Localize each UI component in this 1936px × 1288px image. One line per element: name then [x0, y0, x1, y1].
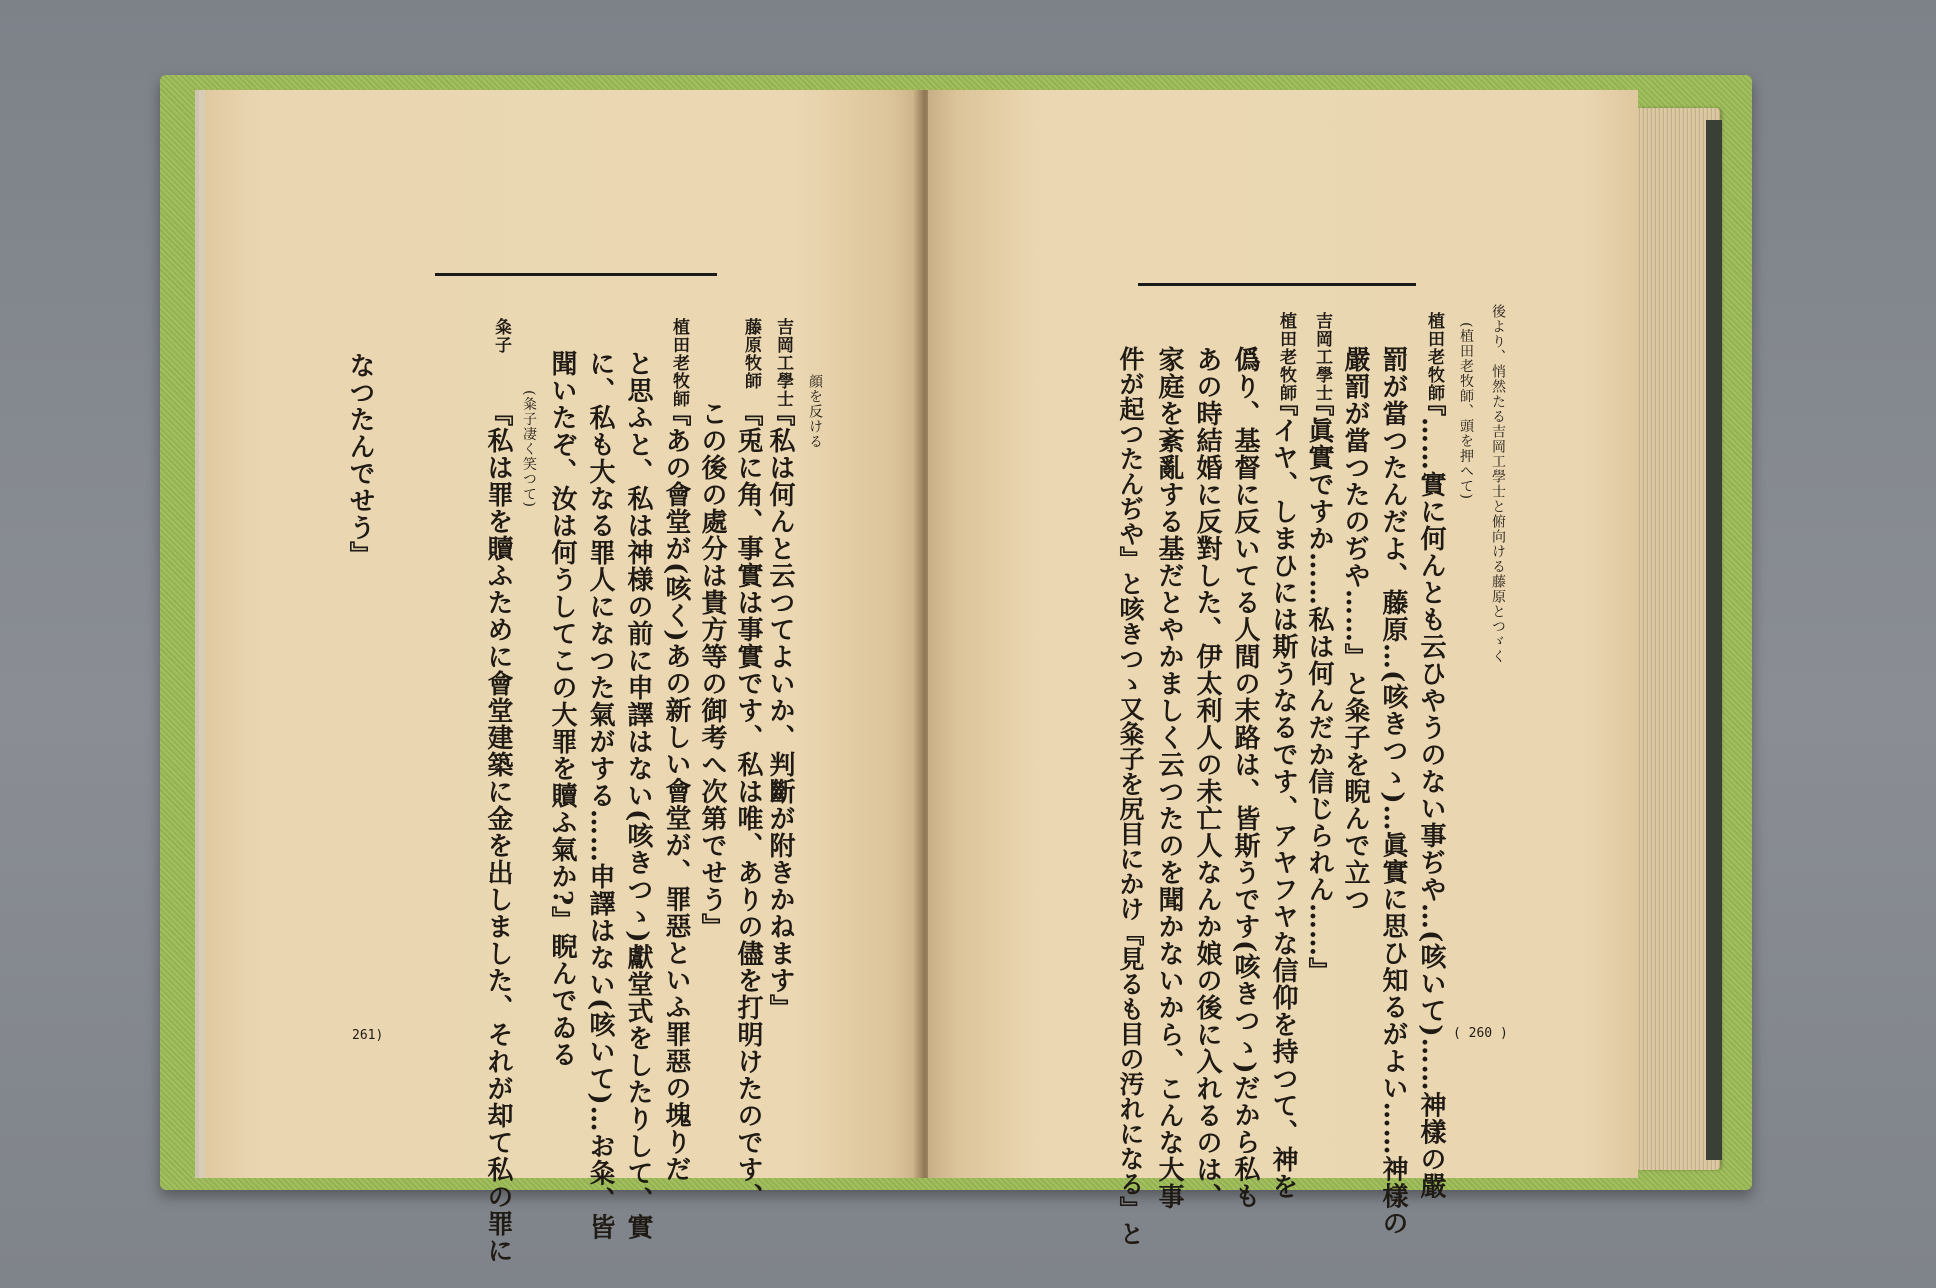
- stage-direction: (粂子凄く笑つて): [521, 390, 537, 508]
- dialogue-line: 件が起つたんぢや』と咳きつゝ又粂子を尻目にかけ『見るも目の汚れになる』と: [1116, 346, 1145, 1246]
- stage-direction: 顔を反ける: [807, 374, 823, 449]
- left-page: [205, 90, 922, 1264]
- speaker-label: 植田老牧師: [1276, 312, 1296, 402]
- dialogue-line: と思ふと、私は神様の前に申譯はない(咳きつゝ)獻堂式をしたりして、實: [623, 350, 653, 1241]
- speaker-label: 粂子: [491, 318, 511, 354]
- dialogue-line: 罰が當つたんだよ、藤原…(咳きつゝ)…眞實に思ひ知るがよい……神樣の: [1378, 346, 1408, 1237]
- dialogue-line: 『イヤ、しまひには斯うなるです、アヤフヤな信仰を持つて、神を: [1268, 390, 1298, 1200]
- dialogue-line: 聞いたぞ、汝は何うしてこの大罪を贖ふ氣か?』睨んでゐる: [547, 350, 577, 1069]
- dialogue-line: 『私は何んと云つてよいか、判斷が附きかねます』: [765, 400, 795, 1021]
- dialogue-line: あの時結婚に反對した、伊太利人の未亡人なんか娘の後に入れるのは、: [1192, 346, 1222, 1210]
- page-number: 261): [352, 1028, 384, 1043]
- dialogue-line: 嚴罰が當つたのぢや……』と粂子を睨んで立つ: [1340, 346, 1370, 913]
- dialogue-line: この後の處分は貴方等の御考へ次第でせう』: [697, 400, 727, 940]
- dialogue-line: 『あの會堂が(咳く)あの新しい會堂が、罪惡といふ罪惡の塊りだ: [661, 400, 691, 1183]
- section-rule: [435, 273, 717, 276]
- dialogue-line: 『兎に角、事實は事實です、私は唯、ありの儘を打明けたのです、: [733, 400, 763, 1210]
- right-page: [928, 90, 1638, 1246]
- dialogue-line: なつたんでせう』: [345, 352, 375, 568]
- dialogue-line: 『眞實ですか……私は何んだか信じられん……』: [1304, 390, 1334, 984]
- section-rule: [1138, 283, 1416, 286]
- speaker-label: 植田老牧師: [669, 318, 689, 408]
- speaker-label: 藤原牧師: [741, 318, 761, 390]
- dialogue-line: に、私も大なる罪人になつた氣がする……申譯はない(咳いて)…お粂、皆: [585, 350, 615, 1241]
- dialogue-line: 僞り、基督に反いてる人間の末路は、皆斯うです(咳きつゝ)だから私も: [1230, 346, 1260, 1210]
- dialogue-line: 『……實に何んとも云ひやうのない事ぢや…(咳いて)……神樣の嚴: [1416, 390, 1446, 1200]
- dialogue-line: 家庭を紊亂する基だとやかましく云つたのを聞かないから、こんな大事: [1154, 346, 1184, 1210]
- stage-direction: 後より、悄然たる吉岡工學士と俯向ける藤原とつゞく: [1490, 304, 1506, 664]
- dialogue-line: 『私は罪を贖ふために會堂建築に金を出しました、それが却て私の罪に: [483, 400, 513, 1264]
- speaker-label: 植田老牧師: [1424, 312, 1444, 402]
- speaker-label: 吉岡工學士: [1312, 312, 1332, 402]
- book-spine-edge: [1706, 120, 1722, 1160]
- speaker-label: 吉岡工學士: [773, 318, 793, 408]
- stage-direction: (植田老牧師、頭を押へて): [1458, 322, 1474, 500]
- page-number: ( 260 ): [1453, 1026, 1508, 1041]
